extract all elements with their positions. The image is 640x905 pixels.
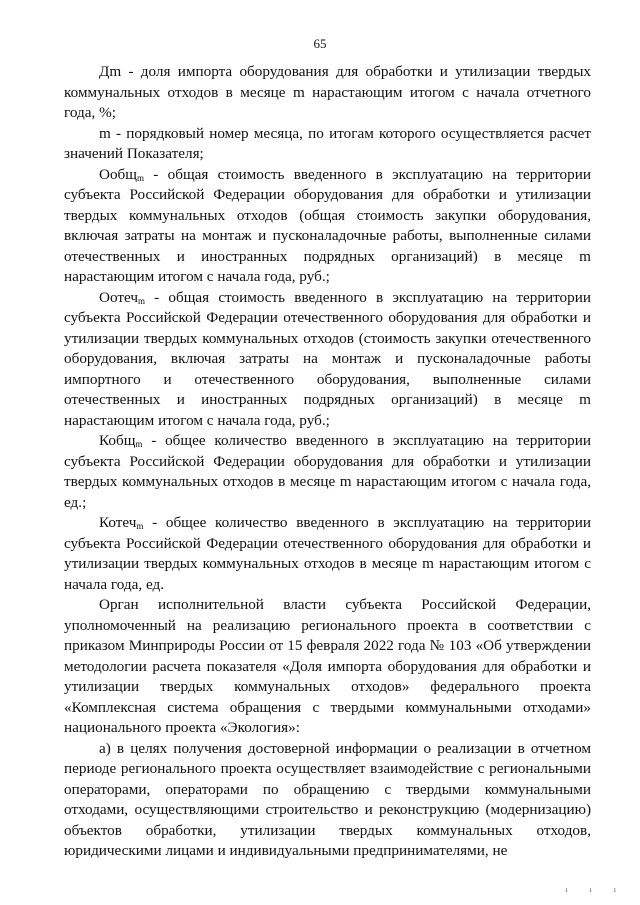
paragraph-text: - общая стоимость введенного в эксплуатацию на территории субъекта Российской Федерации отечественного оборудования для обработки и утилизации твердых коммунальных отходов (стоимость закупки отечественного оборудования, включая затраты на монтаж и пусконаладочные работы импортного и отечественного оборудования, выполненные силами отечественных и иностранных подрядных организаций) в месяце m нарастающим итогом с начала года, руб.; xyxy=(64,288,591,429)
page-number: 65 xyxy=(313,36,327,51)
formula-term: Оотеч xyxy=(99,288,138,306)
paragraph-kotech-definition xyxy=(64,513,591,595)
formula-subscript: m xyxy=(135,439,143,449)
formula-subscript: m xyxy=(138,295,146,306)
paragraph-text: Орган исполнительной власти субъекта Российской Федерации, уполномоченный на реализацию регионального проекта в соответствии с приказом Минприроды России от 15 февраля 2022 года № 103 «Об утверждении методологии расчета показателя «Доля импорта оборудования для обработки и утилизации твердых коммунальных отходов» федерального проекта «Комплексная система обращения с твердыми коммунальными отходами» национального проекта «Экология»: xyxy=(64,596,591,736)
paragraph-dm-definition xyxy=(64,62,591,124)
paragraph-kobsh-definition xyxy=(64,431,591,513)
paragraph-text: - общее количество введенного в эксплуатацию на территории субъекта Российской Федерации отечественного оборудования для обработки и утилизации твердых коммунальных отходов в месяце m нарастающим итогом с начала года, ед. xyxy=(64,514,591,593)
paragraph-text: m - порядковый номер месяца, по итогам которого осуществляется расчет значений Показателя; xyxy=(64,124,591,162)
formula-subscript: m xyxy=(136,521,144,531)
formula-term: Ообщ xyxy=(99,165,137,183)
paragraph-text: а) в целях получения достоверной информации о реализации в отчетном периоде регионального проекта осуществляет взаимодействие с региональными операторами, операторами по обращению с твердыми коммунальными отходами, осуществляющими строительство и реконструкцию (модернизацию) объектов обработки, утилизации твердых коммунальных отходов, юридическими лицами и индивидуальными предпринимателями, не xyxy=(64,739,591,859)
formula-subscript: m xyxy=(136,172,144,183)
paragraph-oobsh-definition xyxy=(64,165,591,288)
paragraph-m-definition xyxy=(64,124,591,165)
paragraph-text: - общее количество введенного в эксплуатацию на территории субъекта Российской Федерации оборудования для обработки и утилизации твердых коммунальных отходов в месяце m нарастающим итогом с начала года, ед.; xyxy=(64,432,591,511)
scan-corner-mark: ı ı ı xyxy=(565,885,626,894)
paragraph-item-a xyxy=(64,739,591,862)
formula-term: Котеч xyxy=(99,514,137,531)
paragraph-authority xyxy=(64,595,591,739)
paragraph-text: - общая стоимость введенного в эксплуатацию на территории субъекта Российской Федерации оборудования для обработки и утилизации твердых коммунальных отходов (общая стоимость закупки оборудования, включая затраты на монтаж и пусконаладочные работы, выполненные силами отечественных и иностранных подрядных организаций) в месяце m нарастающим итогом с начала года, руб.; xyxy=(64,165,591,285)
paragraph-text: Дm - доля импорта оборудования для обработки и утилизации твердых коммунальных отходов в месяце m нарастающим итогом с начала отчетного года, %; xyxy=(64,63,591,121)
document-body xyxy=(64,62,591,862)
formula-term: Кобщ xyxy=(99,432,136,449)
paragraph-ootech-definition xyxy=(64,288,591,432)
